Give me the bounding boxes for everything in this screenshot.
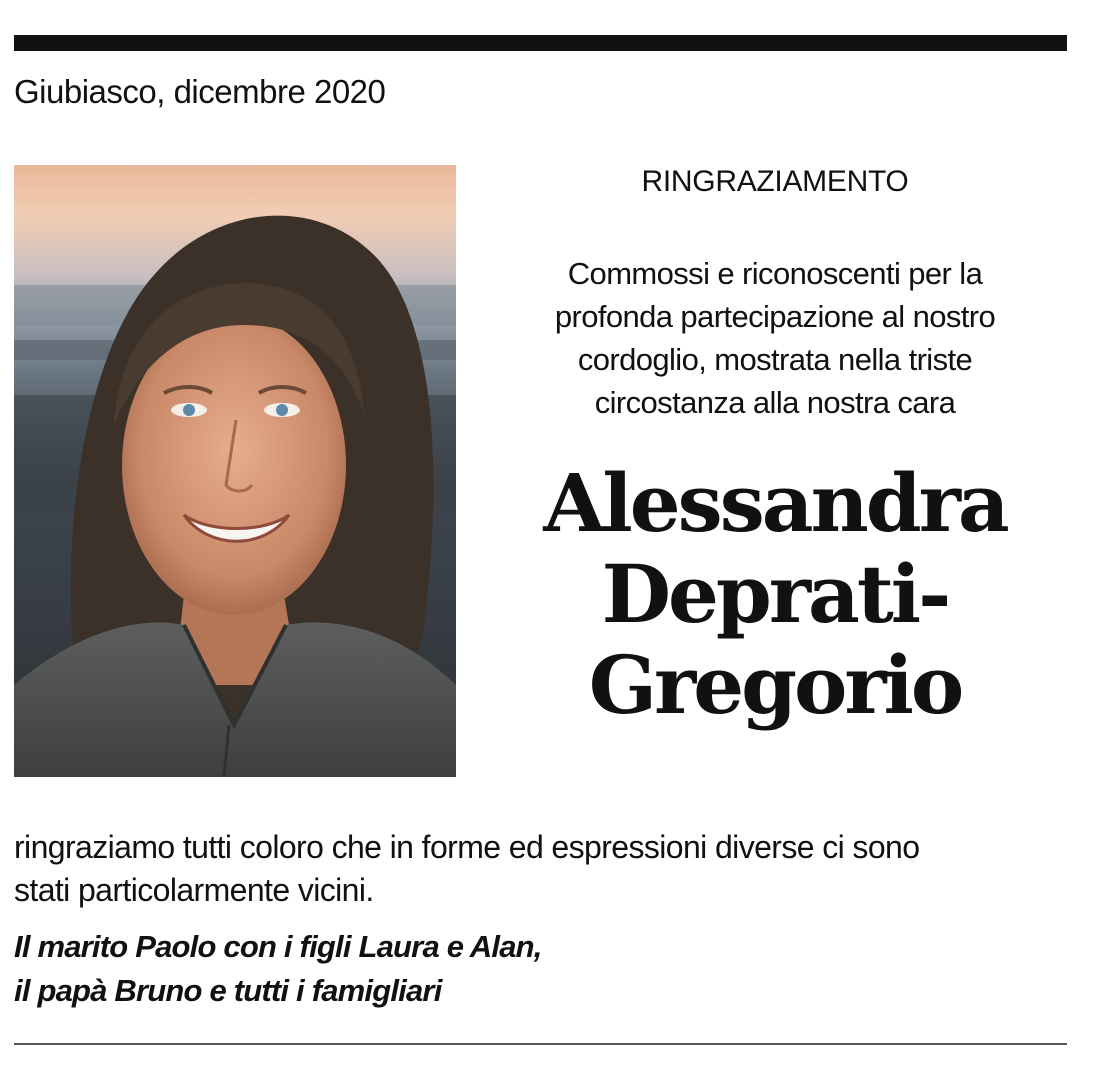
- thanks-text: [14, 826, 1067, 912]
- intro-line: circostanza alla nostra cara: [594, 385, 956, 420]
- notice-intro: [500, 252, 1050, 424]
- name-line: Gregorio: [588, 638, 962, 732]
- deceased-name: [500, 458, 1050, 731]
- intro-line: profonda partecipazione al nostro: [554, 299, 996, 334]
- name-line: Deprati-: [601, 547, 949, 641]
- thanks-line: stati particolarmente vicini.: [14, 872, 374, 908]
- thanks-line: ringraziamo tutti coloro che in forme ed espressioni diverse ci sono: [14, 829, 920, 865]
- name-line: Alessandra: [543, 456, 1007, 550]
- portrait-photo: [14, 165, 456, 777]
- intro-line: Commossi e riconoscenti per la: [567, 256, 983, 291]
- notice-heading: RINGRAZIAMENTO: [641, 165, 909, 198]
- place-date: Giubiasco, dicembre 2020: [14, 73, 386, 110]
- signature-line: il papà Bruno e tutti i famigliari: [14, 973, 442, 1008]
- intro-line: cordoglio, mostrata nella triste: [577, 342, 973, 377]
- bottom-rule: [14, 1043, 1067, 1045]
- top-rule: [14, 35, 1067, 51]
- signature-line: Il marito Paolo con i figli Laura e Alan,: [14, 929, 542, 964]
- family-signature: [14, 925, 1067, 1013]
- notice-column: [500, 160, 1050, 731]
